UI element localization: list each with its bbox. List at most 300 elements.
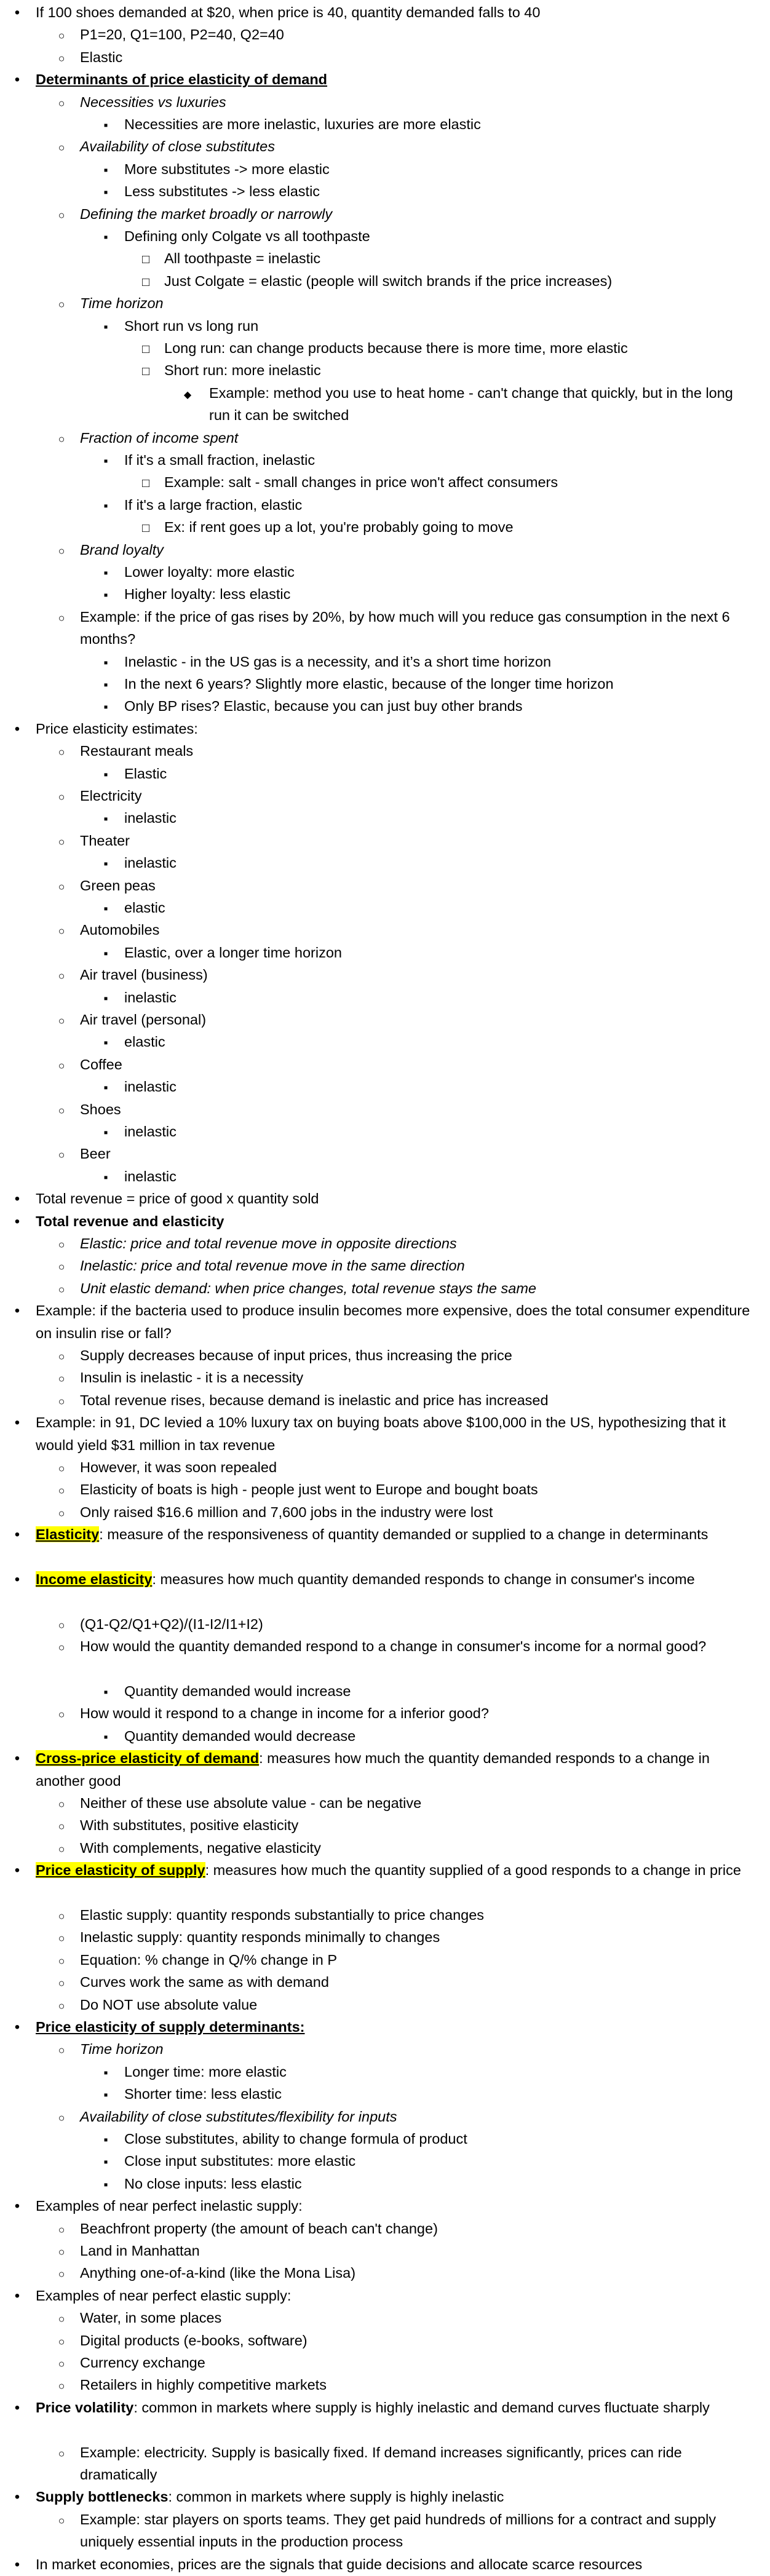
outline-item-level-2 bbox=[0, 2307, 758, 2329]
item-body: Beer bbox=[80, 1146, 111, 1162]
item-text bbox=[80, 1501, 758, 1523]
item-text bbox=[124, 673, 758, 695]
outline-item-level-2 bbox=[0, 2352, 758, 2374]
outline-item-level-2 bbox=[0, 1254, 758, 1277]
circle-bullet-icon bbox=[55, 1702, 68, 1726]
item-body: Inelastic - in the US gas is a necessity, and it’s a short time horizon bbox=[124, 653, 552, 670]
circle-bullet-icon bbox=[55, 1814, 68, 1837]
square-bullet-icon bbox=[99, 986, 113, 1010]
outline-item-level-2 bbox=[0, 1994, 758, 2016]
outline-item-level-2 bbox=[0, 2329, 758, 2352]
item-text bbox=[80, 135, 758, 157]
item-body: Quantity demanded would increase bbox=[124, 1683, 351, 1699]
square-bullet-icon bbox=[99, 673, 113, 696]
circle-bullet-icon bbox=[55, 1254, 68, 1278]
item-text bbox=[80, 606, 758, 651]
item-text bbox=[124, 180, 758, 202]
item-text bbox=[124, 897, 758, 919]
outline-item-level-1 bbox=[0, 1411, 758, 1456]
outline-item-level-2 bbox=[0, 1904, 758, 1926]
outline-item-level-3 bbox=[0, 1725, 758, 1747]
item-body: Defining only Colgate vs all toothpaste bbox=[124, 228, 370, 244]
outline-item-level-2 bbox=[0, 2374, 758, 2396]
square-bullet-icon bbox=[99, 449, 113, 472]
circle-bullet-icon bbox=[55, 1792, 68, 1815]
outline-item-level-3 bbox=[0, 695, 758, 717]
item-text bbox=[124, 1031, 758, 1053]
item-text bbox=[124, 763, 758, 785]
outline-item-level-1 bbox=[0, 1299, 758, 1344]
item-text bbox=[80, 1344, 758, 1366]
outline-item-level-4 bbox=[0, 471, 758, 493]
outline-item-level-4 bbox=[0, 247, 758, 269]
item-text bbox=[80, 2307, 758, 2329]
item-body: Elastic, over a longer time horizon bbox=[124, 944, 342, 961]
circle-bullet-icon bbox=[55, 91, 68, 114]
outline-item-level-2 bbox=[0, 1143, 758, 1165]
item-text bbox=[36, 2486, 758, 2508]
square-bullet-icon bbox=[99, 1725, 113, 1748]
item-body: Close substitutes, ability to change formula of product bbox=[124, 2131, 467, 2147]
bullet-icon bbox=[10, 1747, 24, 1770]
outline-item-level-2 bbox=[0, 1635, 758, 1657]
circle-bullet-icon bbox=[55, 1143, 68, 1166]
item-text bbox=[80, 1098, 758, 1120]
item-text bbox=[36, 1523, 758, 1545]
outline-item-level-2 bbox=[0, 1232, 758, 1254]
item-body: P1=20, Q1=100, P2=40, Q2=40 bbox=[80, 26, 284, 43]
square-bullet-icon bbox=[99, 158, 113, 181]
outline-item-level-2 bbox=[0, 740, 758, 762]
item-body: Anything one-of-a-kind (like the Mona Lisa) bbox=[80, 2265, 356, 2281]
outline-item-level-4 bbox=[0, 337, 758, 359]
square-bullet-icon bbox=[99, 1165, 113, 1189]
item-body: (Q1-Q2/Q1+Q2)/(I1-I2/I1+I2) bbox=[80, 1615, 263, 1632]
item-body: : common in markets where supply is highly inelastic bbox=[168, 2489, 504, 2505]
circle-bullet-icon bbox=[55, 1478, 68, 1502]
outline-item-level-1 bbox=[0, 1859, 758, 1881]
item-body: Total revenue rises, because demand is inelastic and price has increased bbox=[80, 1392, 549, 1408]
item-text bbox=[36, 2195, 758, 2217]
outline-item-level-2 bbox=[0, 1949, 758, 1971]
item-body: More substitutes -> more elastic bbox=[124, 161, 330, 177]
item-text bbox=[80, 830, 758, 852]
outline-item-level-3 bbox=[0, 1165, 758, 1187]
bullet-icon bbox=[10, 2195, 24, 2217]
item-body: Long run: can change products because there is more time, more elastic bbox=[164, 340, 628, 356]
item-text bbox=[124, 2083, 758, 2105]
item-text bbox=[80, 2038, 758, 2060]
circle-bullet-icon bbox=[55, 1277, 68, 1301]
item-text bbox=[36, 2285, 758, 2307]
outline-item-level-2 bbox=[0, 46, 758, 68]
bullet-icon bbox=[10, 2486, 24, 2508]
square-bullet-icon bbox=[99, 695, 113, 718]
circle-bullet-icon bbox=[55, 1837, 68, 1860]
item-body: Less substitutes -> less elastic bbox=[124, 183, 320, 200]
circle-bullet-icon bbox=[55, 292, 68, 315]
outline-item-level-3 bbox=[0, 2150, 758, 2172]
item-body: Determinants of price elasticity of demand bbox=[36, 71, 328, 88]
highlighted-term: Income elasticity bbox=[36, 1571, 153, 1587]
outline-item-level-2 bbox=[0, 1053, 758, 1076]
item-text bbox=[80, 1478, 758, 1500]
bullet-icon bbox=[10, 1187, 24, 1210]
outline-item-level-2 bbox=[0, 91, 758, 113]
item-text bbox=[36, 718, 758, 740]
outline-item-level-2 bbox=[0, 2106, 758, 2128]
item-body: Higher loyalty: less elastic bbox=[124, 586, 291, 603]
outline-item-level-3 bbox=[0, 583, 758, 605]
item-text bbox=[124, 2061, 758, 2083]
item-body: Digital products (e-books, software) bbox=[80, 2332, 308, 2348]
item-text bbox=[124, 1120, 758, 1143]
item-text bbox=[80, 874, 758, 897]
item-text bbox=[80, 539, 758, 561]
outline-item-level-2 bbox=[0, 1792, 758, 1814]
item-body: Elastic bbox=[124, 765, 167, 782]
outline-item-level-3 bbox=[0, 2173, 758, 2195]
item-body: : common in markets where supply is highly inelastic and demand curves fluctuate sharply bbox=[133, 2399, 710, 2415]
item-body: : measure of the responsiveness of quantity demanded or supplied to a change in determinants bbox=[99, 1526, 708, 1543]
item-text bbox=[124, 158, 758, 180]
square-bullet-icon bbox=[99, 763, 113, 786]
item-body: Example: method you use to heat home - can't change that quickly, but in the long run it can be switched bbox=[209, 384, 733, 424]
outline-item-level-1 bbox=[0, 1568, 758, 1590]
item-body: Fraction of income spent bbox=[80, 429, 239, 446]
outline-item-level-3 bbox=[0, 651, 758, 673]
outline-item-level-3 bbox=[0, 449, 758, 471]
circle-bullet-icon bbox=[55, 1904, 68, 1927]
outline-item-level-2 bbox=[0, 1814, 758, 1836]
item-body: : measures how much the quantity demanded responds to a change in another good bbox=[36, 1750, 710, 1789]
circle-bullet-icon bbox=[55, 1232, 68, 1256]
item-text bbox=[80, 2352, 758, 2374]
outline-item-level-2 bbox=[0, 1344, 758, 1366]
item-body: inelastic bbox=[124, 989, 177, 1005]
circle-bullet-icon bbox=[55, 1501, 68, 1524]
outline-item-level-2 bbox=[0, 203, 758, 225]
item-text bbox=[80, 1837, 758, 1859]
outline-item-level-3 bbox=[0, 561, 758, 583]
square-bullet-icon bbox=[99, 113, 113, 137]
outline-item-level-3 bbox=[0, 158, 758, 180]
bullet-icon bbox=[10, 1859, 24, 1882]
item-body: Restaurant meals bbox=[80, 743, 194, 759]
item-text bbox=[124, 695, 758, 717]
outline-item-level-2 bbox=[0, 1389, 758, 1411]
item-text bbox=[36, 1859, 758, 1881]
outline-item-level-3 bbox=[0, 2128, 758, 2150]
item-text bbox=[80, 91, 758, 113]
item-body: Necessities are more inelastic, luxuries are more elastic bbox=[124, 116, 481, 132]
item-text bbox=[80, 1814, 758, 1836]
item-body: Beachfront property (the amount of beach can't change) bbox=[80, 2220, 438, 2237]
outline-item-level-2 bbox=[0, 1837, 758, 1859]
item-text bbox=[80, 1389, 758, 1411]
item-text bbox=[124, 941, 758, 964]
item-text bbox=[36, 1411, 758, 1456]
outline-item-level-2 bbox=[0, 1456, 758, 1478]
outline-item-level-4 bbox=[0, 270, 758, 292]
item-text bbox=[124, 807, 758, 829]
item-text bbox=[80, 2329, 758, 2352]
item-body: Water, in some places bbox=[80, 2310, 222, 2326]
item-text bbox=[80, 2508, 758, 2553]
circle-bullet-icon bbox=[55, 1971, 68, 1994]
item-text bbox=[80, 1792, 758, 1814]
item-body: Example: in 91, DC levied a 10% luxury tax on buying boats above $100,000 in the US, hypothesizing that it would yield $31 million in tax revenue bbox=[36, 1414, 726, 1453]
item-text bbox=[80, 23, 758, 46]
circle-bullet-icon bbox=[55, 964, 68, 987]
square-bullet-icon bbox=[99, 561, 113, 584]
bullet-icon bbox=[10, 1568, 24, 1591]
item-body: : measures how much quantity demanded responds to change in consumer's income bbox=[152, 1571, 695, 1587]
outline-item-level-2 bbox=[0, 2240, 758, 2262]
outline-item-level-3 bbox=[0, 113, 758, 135]
square-bullet-icon bbox=[99, 1076, 113, 1099]
circle-bullet-icon bbox=[55, 135, 68, 159]
circle-bullet-icon bbox=[55, 874, 68, 898]
outline-item-level-2 bbox=[0, 427, 758, 449]
item-text bbox=[164, 471, 758, 493]
item-body: Time horizon bbox=[80, 2041, 164, 2058]
item-body: Air travel (personal) bbox=[80, 1012, 207, 1028]
item-body: Example: electricity. Supply is basically fixed. If demand increases significantly, prices can ride dramatically bbox=[80, 2444, 682, 2483]
item-text bbox=[124, 225, 758, 247]
item-body: Inelastic supply: quantity responds minimally to changes bbox=[80, 1929, 440, 1946]
item-text bbox=[36, 1299, 758, 1344]
outline-item-level-2 bbox=[0, 785, 758, 807]
circle-bullet-icon bbox=[55, 740, 68, 763]
square-bullet-icon bbox=[99, 315, 113, 338]
outline-item-level-3 bbox=[0, 1031, 758, 1053]
outline-item-level-1 bbox=[0, 2553, 758, 2575]
item-text bbox=[36, 1747, 758, 1792]
outline-item-level-4 bbox=[0, 359, 758, 381]
square-bullet-icon bbox=[99, 852, 113, 875]
item-body: Neither of these use absolute value - can be negative bbox=[80, 1795, 422, 1811]
item-body: Example: salt - small changes in price won't affect consumers bbox=[164, 474, 558, 491]
bullet-icon bbox=[10, 68, 24, 91]
item-text bbox=[124, 494, 758, 516]
item-text bbox=[80, 964, 758, 986]
item-body: Lower loyalty: more elastic bbox=[124, 564, 295, 580]
item-body: Inelastic: price and total revenue move in the same direction bbox=[80, 1258, 465, 1274]
outline-item-level-2 bbox=[0, 2038, 758, 2060]
circle-bullet-icon bbox=[55, 2038, 68, 2061]
item-body: Short run: more inelastic bbox=[164, 362, 321, 379]
outline-item-level-1 bbox=[0, 1187, 758, 1210]
item-text bbox=[80, 1635, 758, 1657]
outline-item-level-2 bbox=[0, 1098, 758, 1120]
circle-bullet-icon bbox=[55, 2329, 68, 2353]
item-body: With complements, negative elasticity bbox=[80, 1839, 321, 1856]
circle-bullet-icon bbox=[55, 785, 68, 808]
item-body: elastic bbox=[124, 900, 165, 916]
outline-item-level-1 bbox=[0, 718, 758, 740]
item-body: How would the quantity demanded respond to a change in consumer's income for a normal good? bbox=[80, 1638, 707, 1655]
item-text bbox=[164, 270, 758, 292]
outline-item-level-3 bbox=[0, 807, 758, 829]
item-body: Price elasticity of supply determinants: bbox=[36, 2019, 305, 2035]
outline-item-level-1 bbox=[0, 68, 758, 90]
item-body: Elastic bbox=[80, 49, 123, 65]
outline-item-level-2 bbox=[0, 606, 758, 651]
circle-bullet-icon bbox=[55, 2374, 68, 2397]
item-body: Example: star players on sports teams. They get paid hundreds of millions for a contract and supply uniquely essential inputs in the production process bbox=[80, 2511, 716, 2550]
item-body: Only BP rises? Elastic, because you can just buy other brands bbox=[124, 698, 523, 715]
item-body: All toothpaste = inelastic bbox=[164, 250, 321, 267]
circle-bullet-icon bbox=[55, 2508, 68, 2532]
item-text bbox=[124, 1725, 758, 1747]
item-text bbox=[124, 852, 758, 874]
item-text bbox=[80, 427, 758, 449]
square-bullet-icon bbox=[99, 225, 113, 248]
outline-item-level-2 bbox=[0, 135, 758, 157]
bold-term: Supply bottlenecks bbox=[36, 2489, 169, 2505]
item-text bbox=[80, 1702, 758, 1724]
outline-item-level-2 bbox=[0, 2217, 758, 2240]
outline-item-level-2 bbox=[0, 1366, 758, 1389]
square-bullet-icon bbox=[99, 1031, 113, 1054]
item-body: Curves work the same as with demand bbox=[80, 1974, 329, 1991]
item-body: Examples of near perfect elastic supply: bbox=[36, 2287, 292, 2304]
item-body: Quantity demanded would decrease bbox=[124, 1727, 356, 1744]
outline-item-level-2 bbox=[0, 1501, 758, 1523]
item-text bbox=[124, 986, 758, 1009]
item-text bbox=[80, 1366, 758, 1389]
item-text bbox=[164, 359, 758, 381]
item-text bbox=[124, 113, 758, 135]
outline-item-level-2 bbox=[0, 874, 758, 897]
item-text bbox=[80, 1053, 758, 1076]
item-text bbox=[36, 1, 758, 23]
item-text bbox=[80, 2217, 758, 2240]
square-bullet-icon bbox=[99, 494, 113, 517]
circle-bullet-icon bbox=[55, 427, 68, 450]
outline-item-level-2 bbox=[0, 964, 758, 986]
item-body: Shorter time: less elastic bbox=[124, 2086, 282, 2102]
box-bullet-icon bbox=[139, 359, 153, 382]
outline-item-level-3 bbox=[0, 986, 758, 1009]
square-bullet-icon bbox=[99, 2150, 113, 2173]
outline-item-level-1 bbox=[0, 1210, 758, 1232]
item-body: Availability of close substitutes bbox=[80, 138, 275, 155]
outline-item-level-3 bbox=[0, 315, 758, 337]
item-text bbox=[36, 2553, 758, 2575]
item-body: Elasticity of boats is high - people just went to Europe and bought boats bbox=[80, 1481, 538, 1498]
outline-item-level-2 bbox=[0, 2441, 758, 2486]
outline-item-level-2 bbox=[0, 292, 758, 314]
item-body: inelastic bbox=[124, 1168, 177, 1184]
outline-item-level-1 bbox=[0, 2195, 758, 2217]
item-body: Availability of close substitutes/flexibility for inputs bbox=[80, 2108, 397, 2125]
bullet-icon bbox=[10, 2396, 24, 2419]
item-body: Theater bbox=[80, 832, 130, 849]
highlighted-term: Price elasticity of supply bbox=[36, 1862, 205, 1879]
outline-item-level-2 bbox=[0, 1926, 758, 1948]
item-text bbox=[80, 740, 758, 762]
outline-item-level-3 bbox=[0, 897, 758, 919]
item-text bbox=[124, 1165, 758, 1187]
item-text bbox=[80, 1904, 758, 1926]
item-body: Green peas bbox=[80, 877, 156, 894]
outline-item-level-3 bbox=[0, 225, 758, 247]
item-text bbox=[80, 1613, 758, 1635]
outline-item-level-3 bbox=[0, 941, 758, 964]
box-bullet-icon bbox=[139, 337, 153, 360]
item-body: Shoes bbox=[80, 1101, 121, 1117]
outline-item-level-3 bbox=[0, 494, 758, 516]
circle-bullet-icon bbox=[55, 1613, 68, 1636]
square-bullet-icon bbox=[99, 651, 113, 674]
circle-bullet-icon bbox=[55, 539, 68, 562]
item-body: No close inputs: less elastic bbox=[124, 2175, 302, 2192]
circle-bullet-icon bbox=[55, 23, 68, 47]
item-text bbox=[124, 2150, 758, 2172]
item-text bbox=[80, 1232, 758, 1254]
item-body: Brand loyalty bbox=[80, 541, 164, 558]
item-body: Close input substitutes: more elastic bbox=[124, 2153, 356, 2170]
item-body: Only raised $16.6 million and 7,600 jobs in the industry were lost bbox=[80, 1504, 493, 1520]
outline-item-level-4 bbox=[0, 516, 758, 538]
item-body: Elastic: price and total revenue move in opposite directions bbox=[80, 1235, 457, 1251]
item-body: Unit elastic demand: when price changes, total revenue stays the same bbox=[80, 1280, 536, 1296]
item-text bbox=[124, 1076, 758, 1098]
item-body: inelastic bbox=[124, 1124, 177, 1139]
circle-bullet-icon bbox=[55, 1009, 68, 1032]
square-bullet-icon bbox=[99, 2173, 113, 2196]
circle-bullet-icon bbox=[55, 1949, 68, 1972]
item-text bbox=[80, 2441, 758, 2486]
item-body: Defining the market broadly or narrowly bbox=[80, 205, 333, 222]
circle-bullet-icon bbox=[55, 2307, 68, 2330]
square-bullet-icon bbox=[99, 897, 113, 920]
item-body: In market economies, prices are the signals that guide decisions and allocate scarce resources bbox=[36, 2556, 643, 2572]
item-body: Insulin is inelastic - it is a necessity bbox=[80, 1369, 304, 1386]
item-body: : measures how much the quantity supplied of a good responds to a change in price bbox=[205, 1862, 741, 1879]
item-text bbox=[164, 337, 758, 359]
circle-bullet-icon bbox=[55, 1344, 68, 1368]
square-bullet-icon bbox=[99, 180, 113, 204]
item-body: Currency exchange bbox=[80, 2355, 205, 2371]
item-body: Elastic supply: quantity responds substantially to price changes bbox=[80, 1907, 485, 1923]
item-text bbox=[124, 2173, 758, 2195]
item-body: Electricity bbox=[80, 788, 142, 804]
circle-bullet-icon bbox=[55, 2106, 68, 2129]
item-body: Total revenue and elasticity bbox=[36, 1213, 224, 1229]
highlighted-term: Elasticity bbox=[36, 1526, 100, 1543]
outline-item-level-1 bbox=[0, 2486, 758, 2508]
item-text bbox=[80, 1926, 758, 1948]
circle-bullet-icon bbox=[55, 1994, 68, 2017]
circle-bullet-icon bbox=[55, 1098, 68, 1122]
square-bullet-icon bbox=[99, 583, 113, 606]
outline-item-level-3 bbox=[0, 2061, 758, 2083]
outline-item-level-2 bbox=[0, 1971, 758, 1993]
item-body: With substitutes, positive elasticity bbox=[80, 1817, 299, 1834]
item-text bbox=[80, 1949, 758, 1971]
bullet-icon bbox=[10, 1, 24, 24]
item-text bbox=[80, 2374, 758, 2396]
item-text bbox=[80, 1143, 758, 1165]
item-text bbox=[36, 2396, 758, 2419]
item-text bbox=[80, 2106, 758, 2128]
square-bullet-icon bbox=[99, 2061, 113, 2084]
item-body: Longer time: more elastic bbox=[124, 2063, 287, 2080]
outline-item-level-1 bbox=[0, 2285, 758, 2307]
